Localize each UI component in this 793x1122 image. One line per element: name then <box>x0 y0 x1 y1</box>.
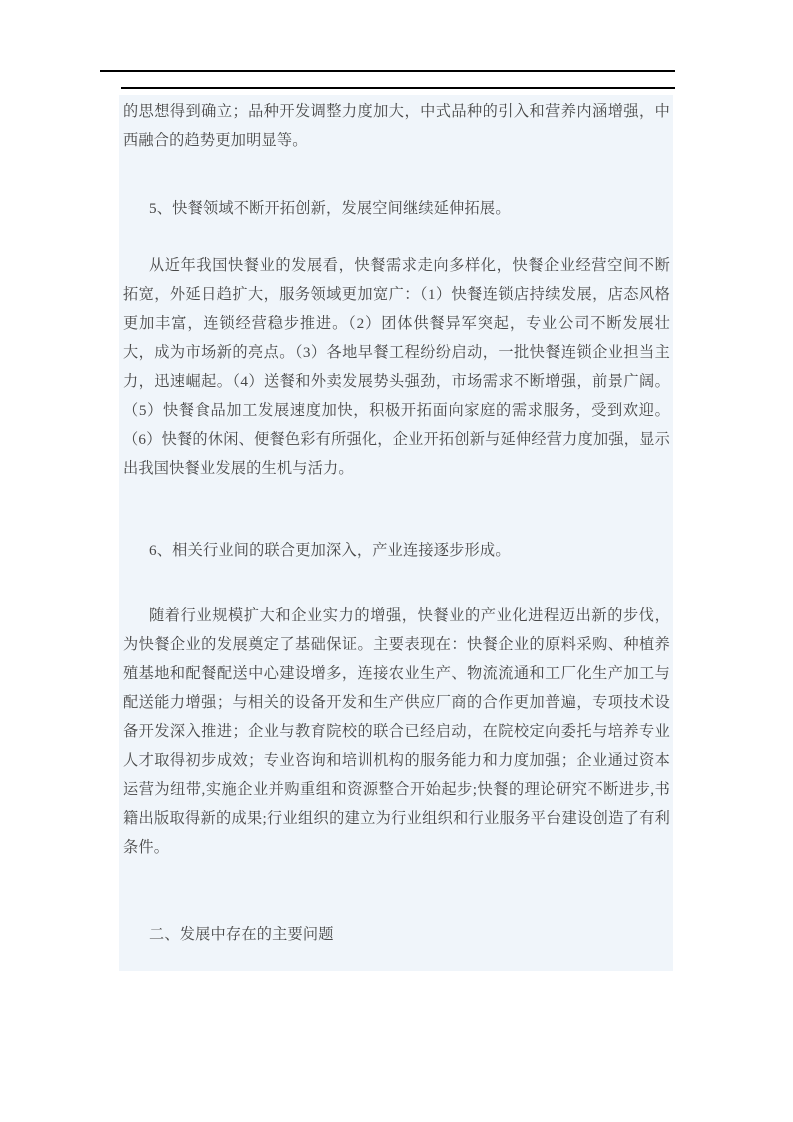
heading-section-2: 二、发展中存在的主要问题 <box>149 926 334 943</box>
heading-point-6: 6、相关行业间的联合更加深入，产业连接逐步形成。 <box>149 542 511 559</box>
content-area <box>119 95 673 971</box>
content-top-rule <box>121 87 675 89</box>
paragraph-point-6-body: 随着行业规模扩大和企业实力的增强，快餐业的产业化进程迈出新的步伐，为快餐企业的发展奠定了基础保证。主要表现在：快餐企业的原料采购、种植养殖基地和配餐配送中心建设增多，连接农业生产、物流流通和工厂化生产加工与配送能力增强；与相关的设备开发和生产供应厂商的合作更加普遍，专项技术设备开发深入推进；企业与教育院校的联合已经启动，在院校定向委托与培养专业人才取得初步成效；专业咨询和培训机构的服务能力和力度加强；企业通过资本运营为纽带,实施企业并购重组和资源整合开始起步;快餐的理论研究不断进步,书籍出版取得新的成果;行业组织的建立为行业组织和行业服务平台建设创造了有利条件。 <box>123 607 670 856</box>
paragraph-point-5-body: 从近年我国快餐业的发展看，快餐需求走向多样化，快餐企业经营空间不断拓宽，外延日趋扩大，服务领域更加宽广：（1）快餐连锁店持续发展，店态风格更加丰富，连锁经营稳步推进。（2）团体供餐异军突起，专业公司不断发展壮大，成为市场新的亮点。（3）各地早餐工程纷纷启动，一批快餐连锁企业担当主力，迅速崛起。（4）送餐和外卖发展势头强劲，市场需求不断增强，前景广阔。（5）快餐食品加工发展速度加快，积极开拓面向家庭的需求服务，受到欢迎。（6）快餐的休闲、便餐色彩有所强化，企业开拓创新与延伸经营力度加强，显示出我国快餐业发展的生机与活力。 <box>123 257 670 477</box>
paragraph-continuation: 的思想得到确立；品种开发调整力度加大，中式品种的引入和营养内涵增强，中西融合的趋势更加明显等。 <box>123 103 670 149</box>
heading-point-5: 5、快餐领域不断开拓创新，发展空间继续延伸拓展。 <box>149 200 511 217</box>
page-header-rule <box>100 70 675 72</box>
